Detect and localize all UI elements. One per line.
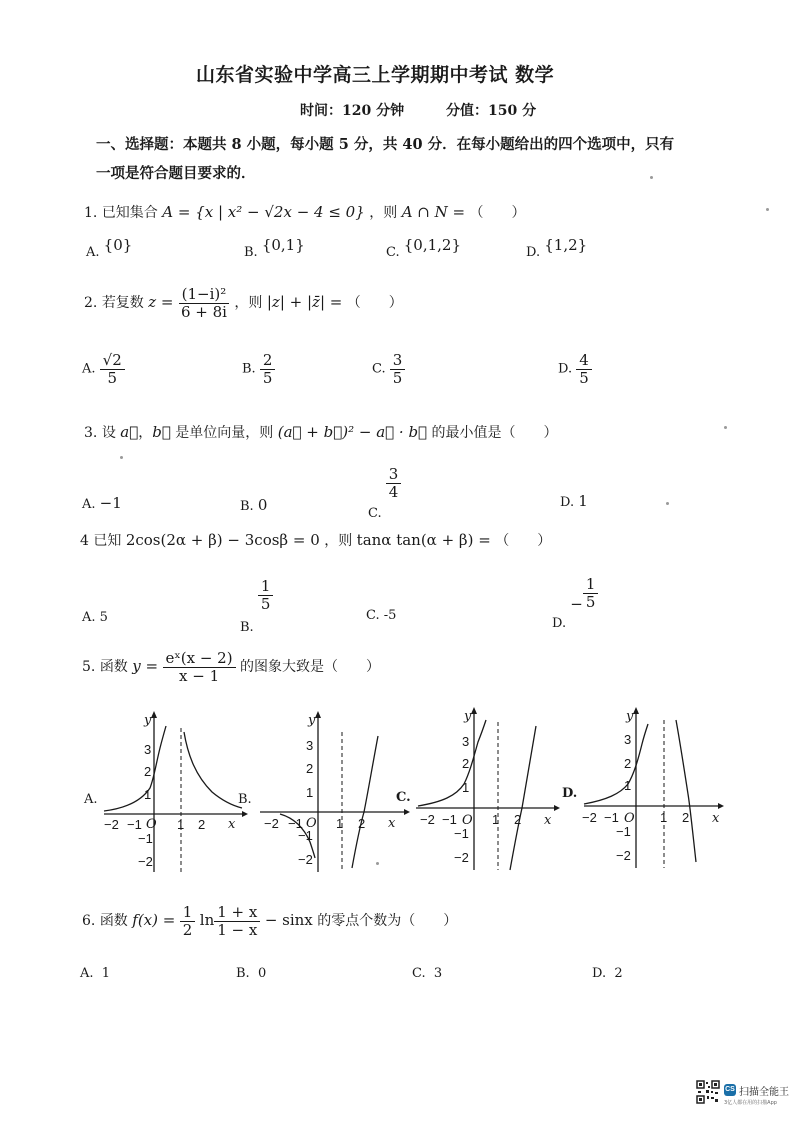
question-stem: 函数 [99, 659, 128, 675]
q3-option-a[interactable] [82, 494, 122, 512]
option-value: 2 [614, 966, 623, 981]
question-stem-tail: ，则 [234, 295, 263, 311]
fraction-numerator: 3 [386, 466, 402, 484]
tick-y-neg1: −1 [616, 824, 631, 839]
q5-option-d[interactable]: D. [562, 786, 578, 801]
answer-paren: （ ） [469, 205, 526, 221]
x-label: x [388, 816, 396, 831]
graph-c-axes [416, 712, 554, 870]
tick-x-2: 2 [682, 810, 690, 825]
tick-y-neg1: −1 [138, 831, 153, 846]
option-value: −1 [99, 494, 122, 512]
question-number: 5. [82, 659, 96, 675]
x-label: x [544, 813, 552, 828]
fraction-denominator: 4 [388, 482, 399, 501]
question-number: 3. [84, 425, 98, 441]
option-fraction [576, 352, 592, 386]
option-value: 0 [257, 496, 268, 514]
tick-x-neg2: −2 [582, 810, 597, 825]
y-denominator: x − 1 [179, 666, 220, 685]
origin-label: O [462, 813, 473, 828]
y-arrow [315, 711, 321, 718]
question-1 [84, 202, 526, 222]
option-label: B. [240, 619, 254, 635]
tick-x-neg1: −1 [127, 817, 142, 832]
option-value: 0 [257, 966, 267, 981]
intersection-expr: A ∩ N = [401, 203, 466, 221]
tick-y-neg2: −2 [454, 850, 469, 865]
option-value: -5 [383, 608, 397, 623]
section-intro-line2: 一项是符合题目要求的． [96, 165, 256, 182]
tick-y-1: 1 [144, 787, 152, 802]
tick-x-1: 1 [492, 812, 500, 827]
tick-y-3: 3 [144, 742, 152, 757]
curve-left [104, 726, 166, 811]
q1-option-c[interactable] [386, 236, 462, 260]
option-fraction [386, 466, 402, 500]
q1-option-b[interactable] [244, 236, 305, 260]
tick-y-neg1: −1 [298, 828, 313, 843]
q2-option-a[interactable] [82, 352, 125, 386]
ln-numerator: 1 + x [214, 904, 260, 922]
y-fraction [163, 650, 236, 684]
fraction-numerator: 4 [576, 352, 592, 370]
tick-x-1: 1 [177, 817, 185, 832]
half-fraction [180, 904, 196, 938]
q3-option-d[interactable] [560, 492, 588, 510]
modulus-expr: |z| + |z̄| = [266, 293, 343, 311]
option-label: A. [82, 497, 96, 512]
tick-y-neg2: −2 [298, 852, 313, 867]
x-label: x [228, 817, 236, 832]
option-label: A. [80, 966, 94, 981]
option-value: 1 [101, 966, 111, 981]
cs-logo-icon: CS [725, 1086, 735, 1093]
vector-b: b⃗ [152, 423, 171, 441]
fraction-denominator: 5 [585, 592, 596, 611]
option-label: D. [558, 361, 573, 377]
y-label: y [308, 713, 316, 728]
tick-y-2: 2 [462, 756, 470, 771]
ln-symbol: ln [199, 911, 215, 929]
origin-label: O [146, 817, 157, 832]
question-stem-tail: 的最小值是（ ） [431, 425, 558, 441]
graph-d-axes [584, 712, 718, 868]
option-label: B. [240, 499, 254, 514]
question-number: 6. [82, 913, 96, 929]
sin-term: − sinx [264, 911, 313, 929]
curve-right [510, 726, 536, 870]
tick-y-1: 1 [306, 785, 314, 800]
tick-x-neg2: −2 [420, 812, 435, 827]
q6-option-b[interactable] [236, 966, 266, 981]
scanner-badge [724, 1084, 736, 1096]
q1-option-d[interactable] [526, 236, 588, 260]
y-label: y [626, 709, 634, 724]
q4-option-d[interactable] [552, 575, 598, 631]
y-lhs: y = [132, 657, 159, 675]
q1-option-a[interactable] [86, 236, 133, 260]
q2-option-b[interactable] [242, 352, 275, 386]
tick-x-neg1: −1 [604, 810, 619, 825]
question-stem: 若复数 [101, 295, 144, 311]
q2-option-c[interactable] [372, 352, 405, 386]
z-fraction [178, 286, 230, 320]
fraction-numerator: √2 [100, 352, 125, 370]
option-label: C. [412, 966, 426, 981]
curve-right [676, 720, 696, 862]
x-arrow [554, 805, 560, 811]
q5-option-a[interactable]: A. [84, 792, 98, 807]
option-value: {1,2} [544, 236, 588, 254]
tick-y-3: 3 [306, 738, 314, 753]
x-arrow [242, 811, 248, 817]
scanner-subtitle: 3亿人都在用的扫描App [724, 1100, 777, 1106]
page-title: 山东省实验中学高三上学期期中考试 数学 [196, 64, 555, 86]
question-stem-tail: 的图象大致是（ ） [240, 659, 381, 675]
q2-option-d[interactable] [558, 352, 592, 386]
option-fraction [583, 576, 599, 610]
fraction-numerator: 1 [583, 576, 599, 594]
option-label: C. [366, 608, 380, 623]
section-intro-line1: 一、选择题：本题共 8 小题，每小题 5 分，共 40 分．在每小题给出的四个选项中，只有 [96, 136, 675, 153]
z-denominator: 6 + 8i [180, 302, 227, 321]
option-label: C. [372, 361, 386, 377]
exam-score: 分值：150 分 [446, 103, 537, 119]
option-label: C. [386, 245, 400, 260]
qr-code-icon [696, 1080, 720, 1104]
vector-expr: (a⃗ + b⃗)² − a⃗ · b⃗ [277, 423, 428, 441]
fraction-denominator: 5 [392, 368, 403, 387]
q4-option-a[interactable] [82, 610, 108, 625]
question-number: 1. [84, 205, 98, 221]
question-stem-tail: 的零点个数为（ ） [317, 913, 458, 929]
option-label: B. [244, 245, 258, 260]
q5-option-c[interactable]: C. [396, 790, 411, 805]
trig-equation: 2cos(2α + β) − 3cosβ = 0 [125, 531, 320, 549]
tick-x-1: 1 [660, 810, 668, 825]
separator: ， [138, 425, 153, 441]
tick-x-2: 2 [358, 816, 366, 831]
fraction-denominator: 5 [262, 368, 273, 387]
tick-y-2: 2 [624, 756, 632, 771]
graph-a[interactable] [100, 708, 250, 878]
option-label: A. [82, 610, 96, 625]
answer-paren: （ ） [346, 295, 403, 311]
x-label: x [712, 811, 720, 826]
fraction-denominator: 5 [579, 368, 589, 387]
option-fraction [100, 352, 125, 386]
tick-y-3: 3 [462, 734, 470, 749]
question-6 [82, 904, 457, 938]
option-fraction [260, 352, 276, 386]
option-label: D. [560, 495, 575, 510]
question-stem: 函数 [99, 913, 128, 929]
q3-option-c[interactable] [368, 465, 401, 521]
fraction-numerator: 3 [390, 352, 406, 370]
graph-c[interactable] [412, 702, 562, 872]
x-arrow [404, 809, 410, 815]
option-value: 5 [99, 610, 108, 625]
graph-b-axes [260, 716, 404, 872]
set-definition: A = {x | x² − √2x − 4 ≤ 0} [162, 203, 365, 221]
fraction-numerator: 1 [258, 578, 274, 596]
option-value: {0,1} [261, 236, 305, 254]
question-3 [84, 422, 558, 442]
half-numerator: 1 [180, 904, 196, 922]
q3-option-b[interactable] [240, 496, 267, 514]
q4-option-c[interactable] [366, 608, 396, 623]
scan-speck [766, 208, 769, 211]
graph-a-axes [104, 716, 242, 872]
question-number: 4 [80, 533, 89, 549]
graph-b[interactable] [258, 708, 408, 878]
tick-y-neg2: −2 [138, 854, 153, 869]
question-2 [84, 286, 403, 320]
scanner-name: 扫描全能王 [739, 1087, 789, 1098]
option-fraction [390, 352, 406, 386]
y-arrow [471, 707, 477, 714]
z-lhs: z = [148, 293, 174, 311]
scan-speck [666, 502, 669, 505]
question-stem-mid: ，则 [324, 533, 353, 549]
q6-option-c[interactable] [412, 966, 442, 981]
tick-y-neg1: −1 [454, 826, 469, 841]
option-label: D. [526, 245, 541, 260]
exam-time: 时间：120 分钟 [300, 103, 405, 119]
question-5 [82, 650, 380, 684]
q6-option-d[interactable] [592, 966, 623, 981]
q6-option-a[interactable] [80, 966, 110, 981]
option-sign: − [570, 594, 583, 613]
scan-speck [650, 176, 653, 179]
option-fraction [258, 578, 274, 612]
question-number: 2. [84, 295, 98, 311]
option-label: A. [86, 245, 100, 260]
question-4 [80, 530, 551, 550]
y-arrow [151, 711, 157, 718]
y-numerator: eˣ(x − 2) [163, 650, 236, 668]
tick-x-2: 2 [198, 817, 206, 832]
tick-x-neg2: −2 [104, 817, 119, 832]
x-arrow [718, 803, 724, 809]
ln-denominator: 1 − x [217, 920, 258, 939]
curve-right [352, 736, 378, 868]
y-arrow [633, 707, 639, 714]
tick-x-neg2: −2 [264, 816, 279, 831]
scan-speck [724, 426, 727, 429]
option-label: B. [236, 966, 250, 981]
vector-a: a⃗ [120, 423, 139, 441]
curve-left [584, 724, 648, 804]
fraction-denominator: 5 [107, 368, 117, 387]
question-stem: 已知集合 [101, 205, 158, 221]
q5-option-b[interactable]: B. [238, 792, 252, 807]
question-stem: 设 [101, 425, 116, 441]
f-lhs: f(x) = [132, 911, 176, 929]
y-label: y [464, 709, 472, 724]
option-value: 3 [433, 966, 443, 981]
option-label: A. [82, 361, 96, 377]
q4-option-b[interactable] [240, 577, 273, 635]
tick-y-2: 2 [306, 761, 314, 776]
tick-y-1: 1 [624, 778, 632, 793]
tick-y-neg2: −2 [616, 848, 631, 863]
option-value: 1 [578, 492, 588, 510]
tick-x-2: 2 [514, 812, 522, 827]
tick-y-1: 1 [462, 780, 470, 795]
fraction-denominator: 5 [260, 594, 271, 613]
tick-x-1: 1 [336, 816, 344, 831]
origin-label: O [624, 811, 635, 826]
option-value: {0,1,2} [403, 236, 462, 254]
option-value: {0} [103, 236, 133, 254]
tick-y-2: 2 [144, 764, 152, 779]
question-stem: 已知 [93, 533, 122, 549]
y-label: y [144, 713, 152, 728]
z-numerator: (1−i)² [179, 286, 230, 304]
tan-expr: tanα tan(α + β) = [356, 531, 491, 549]
curve-left [418, 720, 486, 806]
half-denominator: 2 [182, 920, 193, 939]
question-stem-mid: 是单位向量，则 [175, 425, 274, 441]
origin-label: O [306, 816, 317, 831]
fraction-numerator: 2 [260, 352, 276, 370]
answer-paren: （ ） [495, 533, 552, 549]
curve-right [184, 732, 242, 808]
option-label: D. [552, 615, 567, 631]
scan-speck [120, 456, 123, 459]
scan-speck [376, 862, 379, 865]
ln-fraction [214, 904, 260, 938]
graph-d[interactable] [580, 702, 730, 872]
option-label: D. [592, 966, 607, 981]
tick-y-3: 3 [624, 732, 632, 747]
option-label: C. [368, 505, 382, 521]
question-stem-tail: ，则 [369, 205, 398, 221]
tick-x-neg1: −1 [442, 812, 457, 827]
tick-x-neg1: −1 [288, 816, 303, 831]
option-label: B. [242, 361, 256, 377]
